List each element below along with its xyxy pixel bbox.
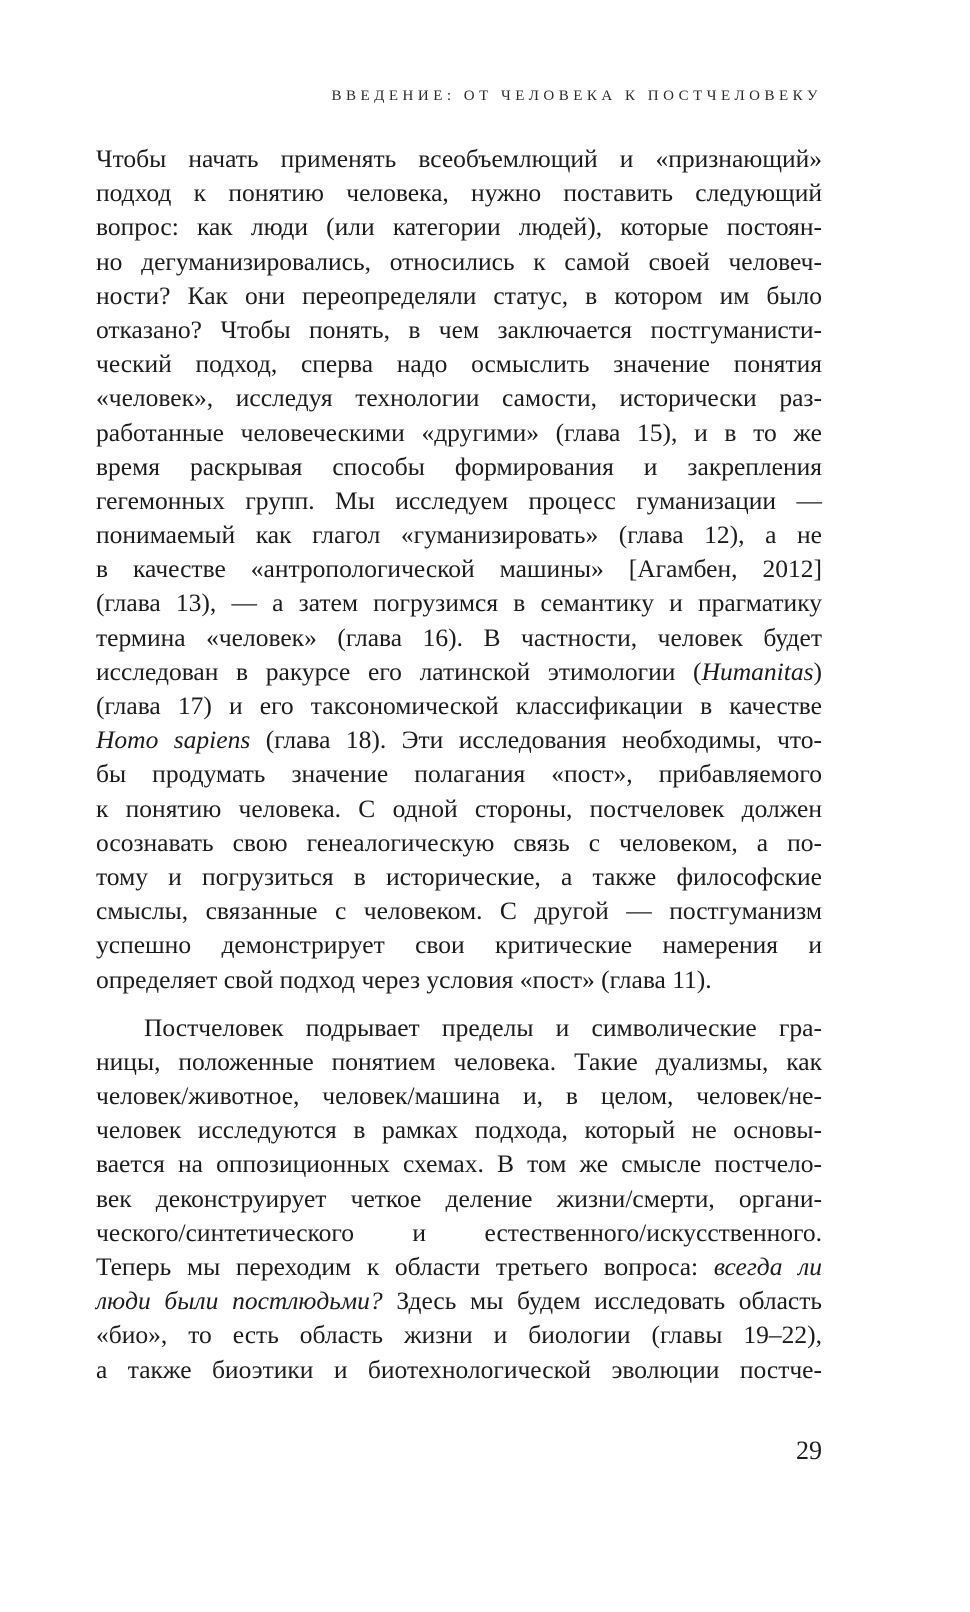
text-line: ческого/синтетического и естественного/искусственного.: [96, 1217, 822, 1247]
text-line: (глава 17) и его таксономической классификации в качестве: [96, 691, 822, 720]
text-segment: исследован в ракурсе его латинской этимологии (: [96, 656, 702, 686]
body-text: [96, 142, 822, 1387]
text-line: в качестве «антропологической машины» [Агамбен, 2012]: [96, 554, 822, 584]
text-segment: Здесь мы будем исследовать область: [382, 1286, 823, 1316]
text-line: а также биоэтики и биотехнологической эволюции постче-: [96, 1354, 822, 1384]
text-line: смыслы, связанные с человеком. С другой — постгуманизм: [96, 896, 822, 926]
paragraph-1: [96, 142, 822, 997]
text-line: [96, 723, 822, 757]
text-line: «человек», исследуя технологии самости, исторически раз-: [96, 383, 822, 413]
text-line: «био», то есть область жизни и биологии (главы 19–22),: [96, 1320, 822, 1350]
text-segment: (глава 18). Эти исследования необходимы, что-: [250, 725, 822, 755]
text-line: (глава 13), — а затем погрузимся в семантику и прагматику: [96, 588, 822, 618]
text-line: [96, 655, 822, 689]
text-segment: Теперь мы переходим к области третьего вопроса:: [96, 1252, 714, 1281]
text-line: [96, 1284, 822, 1318]
running-head: ВВЕДЕНИЕ: ОТ ЧЕЛОВЕКА К ПОСТЧЕЛОВЕКУ: [331, 88, 822, 104]
text-line: человек/животное, человек/машина и, в целом, человек/не-: [96, 1081, 822, 1111]
text-line: вопрос: как люди (или категории людей), которые постоян-: [96, 212, 822, 242]
italic-question-part-1: всегда ли: [713, 1252, 822, 1281]
italic-question-part-2: люди были постлюдьми?: [96, 1286, 383, 1316]
text-line: определяет свой подход через условия «пост» (глава 11).: [96, 964, 712, 994]
italic-term-humanitas: Humanitas: [701, 656, 814, 686]
text-line: человек исследуются в рамках подхода, который не основы-: [96, 1115, 822, 1145]
text-line: успешно демонстрирует свои критические намерения и: [96, 930, 822, 960]
page-number: 29: [796, 1436, 822, 1465]
text-line: вается на оппозиционных схемах. В том же смысле постчело-: [96, 1149, 822, 1179]
text-line: Чтобы начать применять всеобъемлющий и «признающий»: [96, 144, 822, 173]
text-line: тому и погрузиться в исторические, а также философские: [96, 861, 822, 891]
text-line: но дегуманизировались, относились к самой своей человеч-: [96, 246, 822, 276]
paragraph-2: [96, 1011, 822, 1387]
text-line: ности? Как они переопределяли статус, в котором им было: [96, 280, 822, 310]
text-line: ческий подход, сперва надо осмыслить значение понятия: [96, 349, 822, 379]
text-line: осознавать свою генеалогическую связь с человеком, а по-: [96, 827, 822, 857]
text-line: термина «человек» (глава 16). В частности, человек будет: [96, 622, 822, 652]
text-line: бы продумать значение полагания «пост», прибавляемого: [96, 759, 822, 789]
paragraph-gap: [96, 997, 822, 1011]
text-line: понимаемый как глагол «гуманизировать» (глава 12), а не: [96, 520, 822, 550]
text-line: подход к понятию человека, нужно поставить следующий: [96, 178, 822, 208]
italic-term-homo-sapiens: Homo sapiens: [96, 725, 251, 755]
text-line: время раскрывая способы формирования и закрепления: [96, 451, 822, 481]
text-line: ницы, положенные понятием человека. Такие дуализмы, как: [96, 1046, 822, 1076]
text-line: гегемонных групп. Мы исследуем процесс гуманизации —: [96, 485, 822, 515]
text-line: [96, 1250, 822, 1284]
text-line: к понятию человека. С одной стороны, постчеловек должен: [96, 793, 822, 823]
text-line: работанные человеческими «другими» (глава 15), и в то же: [96, 417, 822, 447]
text-line: отказано? Чтобы понять, в чем заключается постгуманисти-: [96, 314, 822, 344]
text-line: век деконструирует четкое деление жизни/смерти, органи-: [96, 1183, 822, 1213]
text-line: Постчеловек подрывает пределы и символические гра-: [144, 1012, 822, 1042]
text-segment: ): [813, 656, 822, 686]
